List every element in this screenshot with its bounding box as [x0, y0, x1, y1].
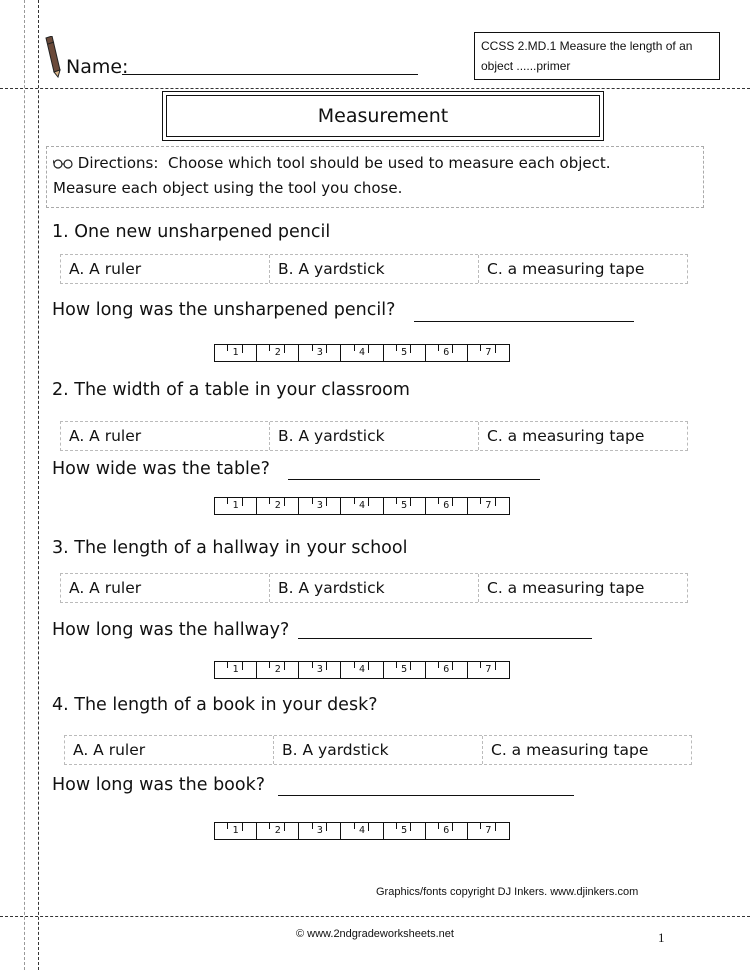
glasses-icon [53, 159, 73, 169]
question-3-answer-line[interactable] [298, 637, 592, 639]
question-3-option-b[interactable]: B. A yardstick [270, 574, 479, 602]
directions-text-2: Measure each object using the tool you chose. [53, 179, 403, 197]
ruler-number: 4 [341, 823, 383, 839]
question-3-option-a[interactable]: A. A ruler [61, 574, 270, 602]
ruler-number: 3 [299, 823, 341, 839]
question-3-option-c[interactable]: C. a measuring tape [487, 579, 645, 597]
question-3-ruler [214, 661, 510, 679]
directions-line-1 [53, 151, 697, 176]
ruler-number: 6 [426, 823, 468, 839]
question-2-option-c[interactable]: C. a measuring tape [487, 427, 645, 445]
question-1-prompt: 1. One new unsharpened pencil [52, 222, 331, 242]
ruler-number: 4 [341, 662, 383, 678]
ruler-number: 1 [215, 345, 257, 361]
question-4-option-c[interactable]: C. a measuring tape [491, 741, 649, 759]
ruler-number: 1 [215, 823, 257, 839]
question-1-option-a[interactable]: A. A ruler [61, 255, 270, 283]
question-4-answer-line[interactable] [278, 794, 574, 796]
question-4-ruler [214, 822, 510, 840]
ruler-number: 6 [426, 498, 468, 514]
question-2-answer-line[interactable] [288, 478, 540, 480]
ruler-number: 3 [299, 345, 341, 361]
question-2-option-b[interactable]: B. A yardstick [270, 422, 479, 450]
question-4-options [64, 735, 692, 765]
ruler-number: 1 [215, 662, 257, 678]
top-cut-line [0, 88, 750, 89]
question-1-answer-line[interactable] [414, 320, 634, 322]
question-3-followup: How long was the hallway? [52, 620, 290, 640]
question-2-options [60, 421, 688, 451]
ruler-number: 2 [257, 823, 299, 839]
standards-line-2: object ......primer [481, 59, 571, 73]
question-1-option-c[interactable]: C. a measuring tape [487, 260, 645, 278]
ruler-number: 7 [468, 345, 509, 361]
ruler-number: 6 [426, 662, 468, 678]
ruler-number: 2 [257, 662, 299, 678]
question-1-option-b[interactable]: B. A yardstick [270, 255, 479, 283]
question-1-followup: How long was the unsharpened pencil? [52, 300, 396, 320]
footer-credit: Graphics/fonts copyright DJ Inkers. www.djinkers.com [376, 886, 639, 898]
standards-box [474, 32, 720, 80]
margin-guide [38, 0, 39, 970]
ruler-number: 4 [341, 498, 383, 514]
directions-box [46, 146, 704, 208]
name-input-line[interactable] [122, 73, 418, 75]
ruler-number: 7 [468, 662, 509, 678]
footer-website: © www.2ndgradeworksheets.net [296, 928, 454, 940]
directions-text-1: Choose which tool should be used to measure each object. [167, 154, 611, 172]
question-4-option-b[interactable]: B. A yardstick [274, 736, 483, 764]
standards-line-1: CCSS 2.MD.1 Measure the length of an [481, 39, 693, 53]
page-title: Measurement [166, 95, 600, 137]
question-1-options [60, 254, 688, 284]
ruler-number: 5 [384, 823, 426, 839]
ruler-number: 2 [257, 498, 299, 514]
page-number: 1 [658, 930, 665, 945]
directions-label: Directions: [77, 154, 159, 172]
question-4-prompt: 4. The length of a book in your desk? [52, 695, 378, 715]
ruler-number: 3 [299, 498, 341, 514]
margin-guide-light [24, 0, 25, 970]
ruler-number: 3 [299, 662, 341, 678]
ruler-number: 1 [215, 498, 257, 514]
ruler-number: 7 [468, 498, 509, 514]
question-3-options [60, 573, 688, 603]
name-label: Name: [66, 56, 129, 78]
ruler-number: 6 [426, 345, 468, 361]
ruler-number: 5 [384, 345, 426, 361]
ruler-number: 2 [257, 345, 299, 361]
question-1-ruler [214, 344, 510, 362]
question-4-followup: How long was the book? [52, 775, 266, 795]
ruler-number: 5 [384, 662, 426, 678]
ruler-number: 4 [341, 345, 383, 361]
title-box [162, 91, 604, 141]
question-4-option-a[interactable]: A. A ruler [65, 736, 274, 764]
pencil-icon [42, 36, 64, 78]
question-2-option-a[interactable]: A. A ruler [61, 422, 270, 450]
question-2-prompt: 2. The width of a table in your classroom [52, 380, 410, 400]
bottom-cut-line [0, 916, 750, 917]
question-3-prompt: 3. The length of a hallway in your school [52, 538, 408, 558]
question-2-followup: How wide was the table? [52, 459, 270, 479]
ruler-number: 5 [384, 498, 426, 514]
ruler-number: 7 [468, 823, 509, 839]
question-2-ruler [214, 497, 510, 515]
